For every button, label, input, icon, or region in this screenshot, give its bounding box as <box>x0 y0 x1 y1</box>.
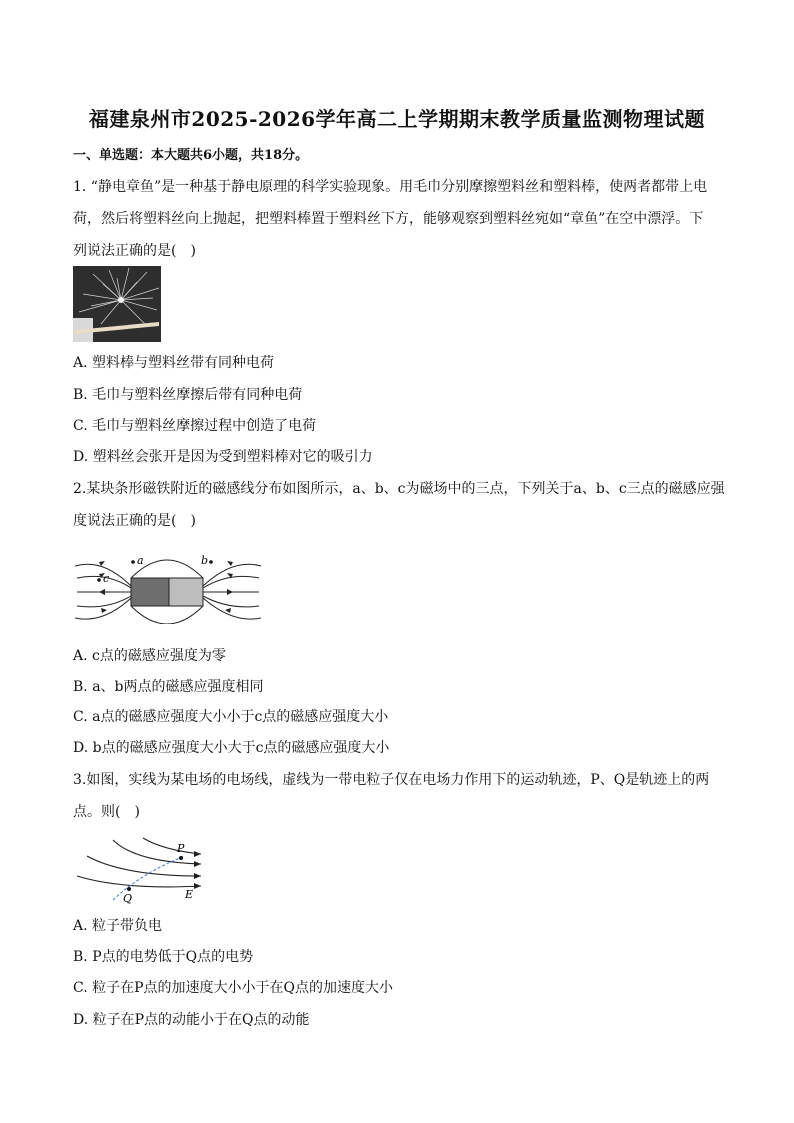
q3-option-d: D. 粒子在P点的动能小于在Q点的动能 <box>73 1012 310 1028</box>
q2-option-d: D. b点的磁感应强度大小大于c点的磁感应强度大小 <box>73 740 390 756</box>
q1-octopus-photo <box>73 266 161 342</box>
section-heading: 一、单选题：本大题共6小题，共18分。 <box>73 148 309 163</box>
q2-label-a: a <box>137 554 144 567</box>
q2-magnet-diagram <box>73 548 263 628</box>
q2-label-b: b <box>201 554 209 567</box>
q1-photo-illustration <box>73 266 161 342</box>
q1-stem-line-1: 1. “静电章鱼”是一种基于静电原理的科学实验现象。用毛巾分别摩擦塑料丝和塑料棒，使两者都带上电 <box>73 179 708 195</box>
q1-option-d: D. 塑料丝会张开是因为受到塑料棒对它的吸引力 <box>73 449 373 465</box>
q2-stem-line-1: 2.某块条形磁铁附近的磁感线分布如图所示，a、b、c为磁场中的三点，下列关于a、b、c三点的磁感应强 <box>73 481 725 497</box>
q2-option-a: A. c点的磁感应强度为零 <box>73 648 226 664</box>
q1-option-a: A. 塑料棒与塑料丝带有同种电荷 <box>73 355 275 371</box>
q2-option-c: C. a点的磁感应强度大小小于c点的磁感应强度大小 <box>73 709 389 725</box>
q2-label-c: c <box>103 572 110 585</box>
q2-stem-line-2: 度说法正确的是( ) <box>73 513 196 529</box>
q3-electric-field-figure <box>73 834 213 904</box>
q3-option-a: A. 粒子带负电 <box>73 918 163 934</box>
q2-magnetic-field-figure <box>73 548 263 624</box>
q3-label-e: E <box>185 888 194 901</box>
q1-stem-line-3: 列说法正确的是( ) <box>73 243 196 259</box>
q3-option-b: B. P点的电势低于Q点的电势 <box>73 949 254 965</box>
q3-option-c: C. 粒子在P点的加速度大小小于在Q点的加速度大小 <box>73 980 394 996</box>
q3-label-q: Q <box>123 892 133 904</box>
page-title: 福建泉州市2025-2026学年高二上学期期末教学质量监测物理试题 <box>88 107 706 131</box>
q1-option-c: C. 毛巾与塑料丝摩擦过程中创造了电荷 <box>73 418 317 434</box>
q3-stem-line-2: 点。则( ) <box>73 804 140 820</box>
q3-field-diagram <box>73 834 213 908</box>
q3-label-p: P <box>177 842 185 855</box>
q3-stem-line-1: 3.如图，实线为某电场的电场线，虚线为一带电粒子仅在电场力作用下的运动轨迹，P、Q是轨迹上的两 <box>73 772 710 788</box>
q2-option-b: B. a、b两点的磁感应强度相同 <box>73 679 264 695</box>
q1-option-b: B. 毛巾与塑料丝摩擦后带有同种电荷 <box>73 387 303 403</box>
q1-stem-line-2: 荷，然后将塑料丝向上抛起，把塑料棒置于塑料丝下方，能够观察到塑料丝宛如“章鱼”在空中漂浮。下 <box>73 211 704 227</box>
